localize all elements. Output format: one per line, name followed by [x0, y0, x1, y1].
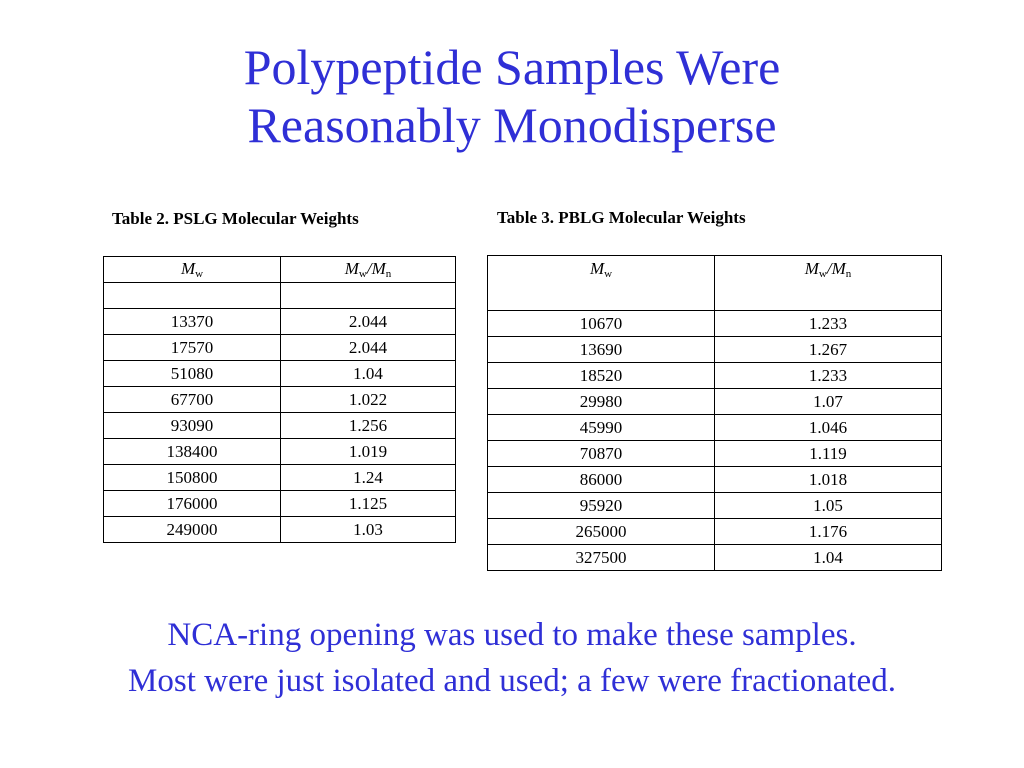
mw-cell: 93090	[104, 413, 281, 439]
table-row	[488, 363, 942, 389]
mw-mn-ratio-cell: 1.04	[281, 361, 456, 387]
slide-footer-text	[0, 612, 1024, 704]
table-row	[104, 439, 456, 465]
mw-mn-ratio-cell: 1.119	[715, 441, 942, 467]
mw-cell: 29980	[488, 389, 715, 415]
table-row	[104, 309, 456, 335]
table-row	[488, 545, 942, 571]
table-row	[488, 415, 942, 441]
table-row	[488, 519, 942, 545]
table-row	[104, 491, 456, 517]
slide-title	[0, 38, 1024, 154]
mw-mn-ratio-cell: 1.046	[715, 415, 942, 441]
mw-cell: 13370	[104, 309, 281, 335]
table-row	[488, 441, 942, 467]
mw-mn-ratio-cell: 1.022	[281, 387, 456, 413]
mw-cell: 265000	[488, 519, 715, 545]
mw-cell: 70870	[488, 441, 715, 467]
mw-mn-ratio-cell: 1.04	[715, 545, 942, 571]
table-row	[104, 465, 456, 491]
table-header-row	[488, 256, 942, 311]
mw-mn-ratio-cell: 1.256	[281, 413, 456, 439]
mw-mn-ratio-cell: 1.05	[715, 493, 942, 519]
mw-cell: 67700	[104, 387, 281, 413]
mw-cell: 45990	[488, 415, 715, 441]
table-2-caption: Table 2. PSLG Molecular Weights	[112, 209, 359, 228]
footer-line-2: Most were just isolated and used; a few were fractionated.	[128, 663, 896, 699]
pblg-molecular-weights-table	[487, 255, 942, 571]
table-row	[104, 335, 456, 361]
slide-title-line-1: Polypeptide Samples Were	[243, 39, 781, 95]
mw-mn-column-header: $M_w/M_n$	[715, 256, 942, 311]
mw-mn-ratio-cell: 1.019	[281, 439, 456, 465]
footer-line-1: NCA-ring opening was used to make these samples.	[167, 617, 857, 653]
mw-column-header: $M_w$	[104, 257, 281, 283]
table-row	[104, 361, 456, 387]
mw-mn-ratio-cell: 1.03	[281, 517, 456, 543]
mw-cell: 150800	[104, 465, 281, 491]
table-row	[488, 389, 942, 415]
mw-mn-ratio-cell: 1.018	[715, 467, 942, 493]
table-row	[488, 337, 942, 363]
mw-cell: 176000	[104, 491, 281, 517]
mw-mn-ratio-cell: 2.044	[281, 309, 456, 335]
mw-column-header: $M_w$	[488, 256, 715, 311]
mw-cell: 51080	[104, 361, 281, 387]
mw-mn-column-header: $M_w/M_n$	[281, 257, 456, 283]
mw-cell: 95920	[488, 493, 715, 519]
table-row	[488, 311, 942, 337]
mw-mn-ratio-cell: 2.044	[281, 335, 456, 361]
mw-mn-ratio-cell: 1.24	[281, 465, 456, 491]
table-row	[488, 493, 942, 519]
mw-cell: 327500	[488, 545, 715, 571]
pslg-molecular-weights-table	[103, 256, 456, 543]
table-row	[104, 387, 456, 413]
mw-mn-ratio-cell: 1.07	[715, 389, 942, 415]
mw-mn-ratio-cell: 1.176	[715, 519, 942, 545]
mw-mn-ratio-cell: 1.233	[715, 311, 942, 337]
mw-cell: 17570	[104, 335, 281, 361]
table-row	[488, 467, 942, 493]
slide-title-line-2: Reasonably Monodisperse	[247, 97, 777, 153]
table-row	[104, 413, 456, 439]
mw-cell: 10670	[488, 311, 715, 337]
mw-mn-ratio-cell: 1.125	[281, 491, 456, 517]
mw-mn-ratio-cell: 1.233	[715, 363, 942, 389]
mw-cell: 249000	[104, 517, 281, 543]
mw-mn-ratio-cell: 1.267	[715, 337, 942, 363]
table-header-row	[104, 257, 456, 283]
blank-cell	[281, 283, 456, 309]
blank-row	[104, 283, 456, 309]
mw-cell: 13690	[488, 337, 715, 363]
mw-cell: 138400	[104, 439, 281, 465]
table-3-caption: Table 3. PBLG Molecular Weights	[497, 208, 746, 227]
mw-cell: 86000	[488, 467, 715, 493]
mw-cell: 18520	[488, 363, 715, 389]
table-row	[104, 517, 456, 543]
blank-cell	[104, 283, 281, 309]
